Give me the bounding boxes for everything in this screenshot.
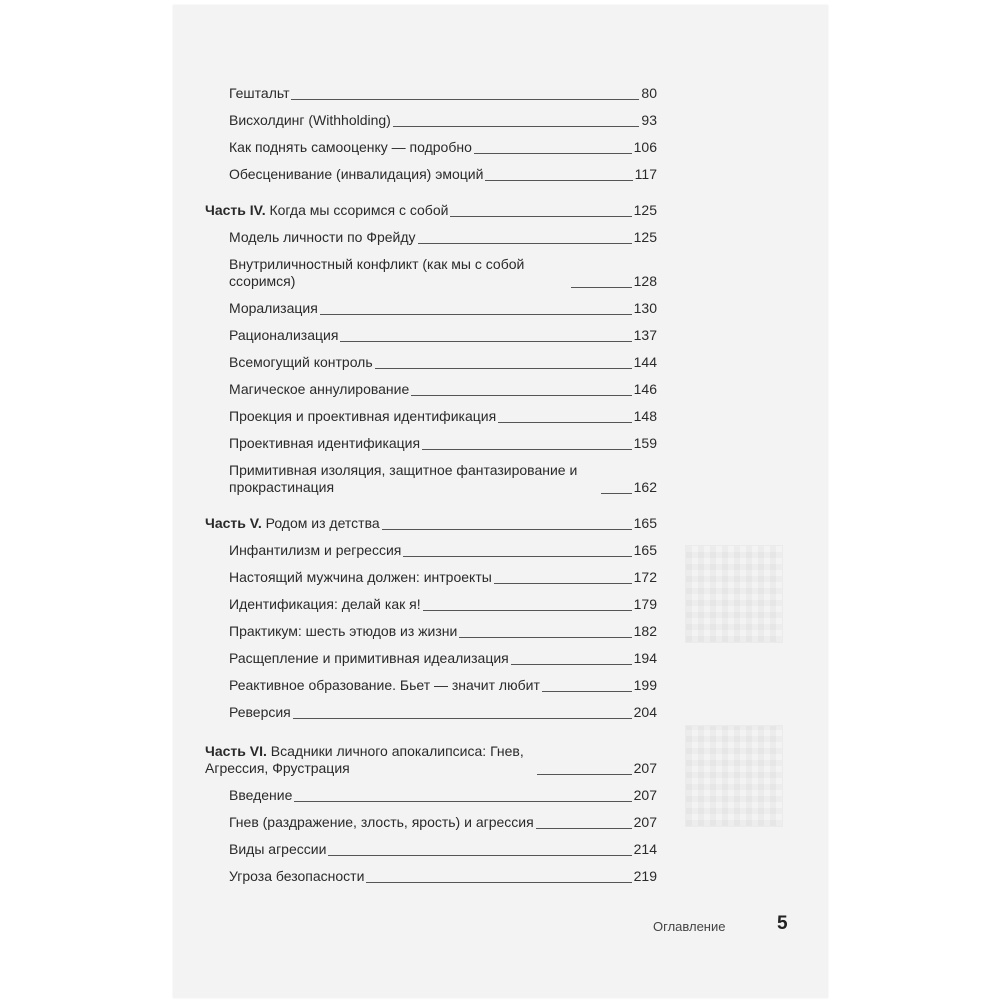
toc-entry-title: Виды агрессии (229, 841, 327, 857)
bleed-through-qr-top (685, 545, 783, 643)
dot-leader (382, 529, 632, 530)
toc-entry-page: 214 (633, 841, 657, 857)
toc-entry-title: Гештальт (229, 85, 290, 101)
dot-leader (459, 637, 631, 638)
toc-entry-title: Внутриличностный конфликт (как мы с собой ссоримся) (229, 256, 525, 289)
toc-entry-page: 128 (633, 273, 657, 289)
toc-entry[interactable] (205, 669, 657, 696)
toc-entry-page: 148 (633, 408, 657, 424)
toc-part-title (205, 202, 448, 221)
toc-entry-page: 172 (633, 569, 657, 585)
toc-entry-page: 159 (633, 435, 657, 451)
toc-entry-page: 219 (633, 868, 657, 884)
toc-entry-page: 162 (633, 479, 657, 495)
toc-entry-page: 207 (633, 814, 657, 830)
toc-entry-title: Практикум: шесть этюдов из жизни (229, 623, 458, 639)
toc-entry-page: 165 (633, 515, 657, 531)
toc-entry[interactable] (205, 642, 657, 669)
dot-leader (474, 153, 632, 154)
toc-entry-page: 179 (633, 596, 657, 612)
toc-entry-title: Висхолдинг (Withholding) (229, 112, 391, 128)
dot-leader (571, 287, 632, 288)
toc-entry[interactable] (205, 292, 657, 319)
toc-entry-title: Примитивная изоляция, защитное фантазирование и прокрастинация (229, 462, 578, 495)
toc-entry-title: Магическое аннулирование (229, 381, 410, 397)
dot-leader (542, 691, 632, 692)
dot-leader (450, 216, 631, 217)
dot-leader (537, 774, 632, 775)
dot-leader (328, 855, 631, 856)
dot-leader (291, 99, 639, 100)
toc-entry-title: Идентификация: делай как я! (229, 596, 421, 612)
dot-leader (601, 493, 632, 494)
toc-entry[interactable] (205, 806, 657, 833)
dot-leader (393, 126, 640, 127)
dot-leader (366, 882, 631, 883)
toc-entry-title: Реактивное образование. Бьет — значит любит (229, 677, 540, 693)
dot-leader (293, 718, 632, 719)
toc-entry-page: 165 (633, 542, 657, 558)
toc-entry-page: 137 (633, 327, 657, 343)
part-title-text: Всадники личного апокалипсиса: Гнев, Агрессия, Фрустрация (205, 743, 524, 776)
toc-entry[interactable] (205, 77, 657, 104)
toc-part-title (205, 515, 380, 534)
dot-leader (485, 180, 632, 181)
toc-entry[interactable] (205, 346, 657, 373)
toc-entry[interactable] (205, 561, 657, 588)
toc-entry-page: 106 (633, 139, 657, 155)
toc-entry-page: 130 (633, 300, 657, 316)
dot-leader (340, 341, 631, 342)
toc-part-heading[interactable] (205, 735, 657, 779)
toc-entry-title: Морализация (229, 300, 318, 316)
dot-leader (294, 801, 631, 802)
toc-entry[interactable] (205, 104, 657, 131)
part-label: Часть V. (205, 515, 262, 531)
toc-entry-page: 125 (633, 202, 657, 218)
toc-entry-page: 80 (641, 85, 657, 101)
toc-entry-page: 125 (633, 229, 657, 245)
dot-leader (498, 422, 631, 423)
toc-entry-title: Гнев (раздражение, злость, ярость) и агрессия (229, 814, 534, 830)
toc-entry-title: Настоящий мужчина должен: интроекты (229, 569, 492, 585)
toc-entry[interactable] (205, 779, 657, 806)
toc-part-title (205, 743, 535, 779)
toc-part-heading[interactable] (205, 194, 657, 221)
toc-entry[interactable] (205, 588, 657, 615)
toc-entry-page: 146 (633, 381, 657, 397)
toc-entry[interactable] (205, 534, 657, 561)
book-page (173, 5, 828, 998)
toc-entry-page: 194 (633, 650, 657, 666)
part-title-text: Когда мы ссоримся с собой (265, 202, 449, 218)
toc-entry[interactable] (205, 319, 657, 346)
footer-section-title: Оглавление (653, 919, 726, 934)
toc-part-heading[interactable] (205, 507, 657, 534)
bleed-through-qr-bottom (685, 725, 783, 827)
toc-entry[interactable] (205, 373, 657, 400)
toc-entry-title: Реверсия (229, 704, 291, 720)
dot-leader (494, 583, 632, 584)
toc-entry[interactable] (205, 615, 657, 642)
toc-entry-page: 144 (633, 354, 657, 370)
toc-entry[interactable] (205, 221, 657, 248)
toc-entry[interactable] (205, 131, 657, 158)
toc-entry-title: Проекция и проективная идентификация (229, 408, 497, 424)
toc-entry[interactable] (205, 454, 657, 498)
dot-leader (418, 243, 632, 244)
dot-leader (403, 556, 631, 557)
toc-entry-title: Расщепление и примитивная идеализация (229, 650, 509, 666)
toc-entry-title: Модель личности по Фрейду (229, 229, 416, 245)
toc-entry-title: Инфантилизм и регрессия (229, 542, 402, 558)
toc-entry[interactable] (205, 696, 657, 723)
toc-entry-title: Всемогущий контроль (229, 354, 373, 370)
dot-leader (375, 368, 632, 369)
footer-page-number: 5 (777, 913, 788, 934)
part-label: Часть IV. (205, 202, 266, 218)
dot-leader (422, 449, 632, 450)
toc-entry[interactable] (205, 427, 657, 454)
dot-leader (511, 664, 632, 665)
toc-entry[interactable] (205, 400, 657, 427)
toc-entry-page: 182 (633, 623, 657, 639)
toc-entry-title: Рационализация (229, 327, 339, 343)
toc-entry-page: 204 (633, 704, 657, 720)
toc-entry-title: Проективная идентификация (229, 435, 421, 451)
toc-entry-page: 117 (634, 166, 657, 182)
toc-entry[interactable] (205, 158, 657, 185)
dot-leader (411, 395, 631, 396)
part-title-text: Родом из детства (261, 515, 380, 531)
dot-leader (536, 828, 632, 829)
toc-entry-title: Обесценивание (инвалидация) эмоций (229, 166, 484, 182)
toc-entry-page: 207 (633, 787, 657, 803)
toc-entry-title: Введение (229, 787, 293, 803)
toc-entry[interactable] (205, 833, 657, 860)
dot-leader (423, 610, 632, 611)
toc-entry-page: 207 (633, 760, 657, 776)
toc-entry-page: 199 (633, 677, 657, 693)
part-label: Часть VI. (205, 743, 267, 759)
toc-entry[interactable] (205, 248, 657, 292)
toc-entry[interactable] (205, 860, 657, 887)
table-of-contents (205, 77, 657, 887)
toc-entry-title: Угроза безопасности (229, 868, 365, 884)
toc-entry-page: 93 (641, 112, 657, 128)
toc-entry-title: Как поднять самооценку — подробно (229, 139, 472, 155)
dot-leader (320, 314, 632, 315)
